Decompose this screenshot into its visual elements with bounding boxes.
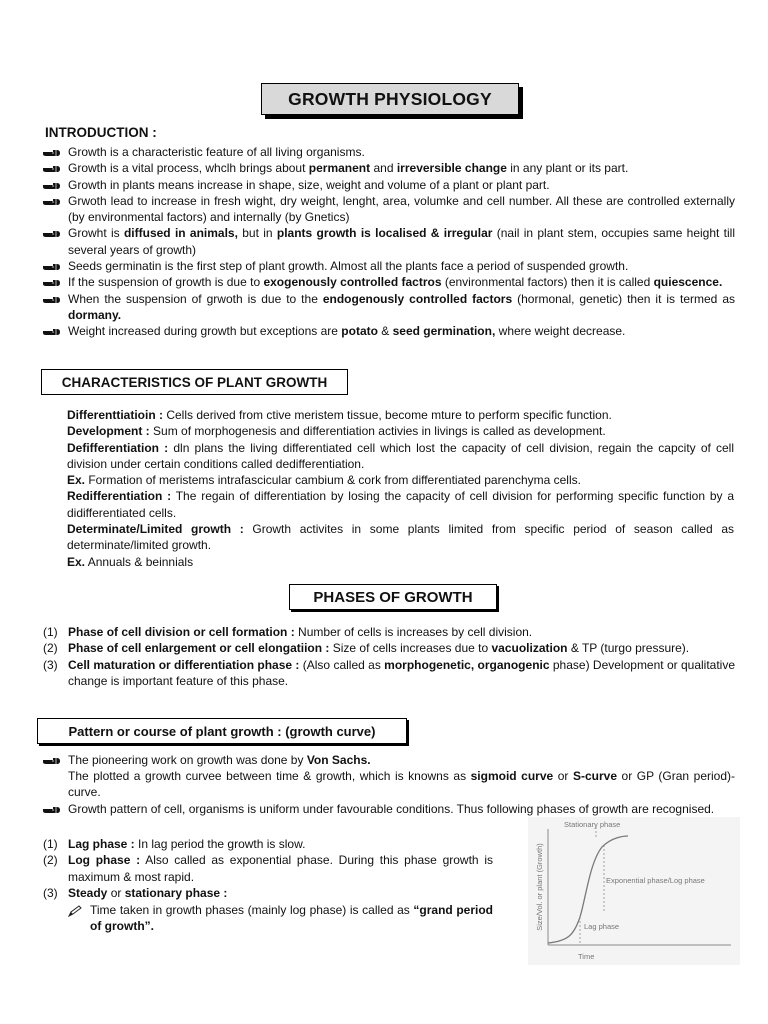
bold-term: Ex. (67, 554, 86, 569)
growth-curve-heading: Pattern or course of plant growth : (growth curve) (37, 718, 407, 744)
x-axis-label: Time (578, 952, 595, 961)
intro-bullet (43, 193, 735, 226)
y-axis-label: Size/Vol. or plant (Growth) (535, 843, 544, 931)
bold-term: “grand period of growth”. (90, 902, 493, 934)
exponential-phase-label: Exponential phase/Log phase (606, 876, 705, 885)
phase-item (43, 624, 735, 640)
growth-phase-item (43, 836, 493, 852)
introduction-heading: INTRODUCTION : (45, 125, 157, 140)
pointing-hand-icon (43, 148, 61, 158)
bold-term: permanent (308, 161, 371, 176)
pointing-hand-icon (43, 756, 61, 766)
pointing-hand-icon (43, 229, 61, 239)
growth-curve-figure (528, 817, 740, 965)
characteristics-heading: CHARACTERISTICS OF PLANT GROWTH (41, 369, 348, 395)
growth-phase-item-text: Lag phase : In lag period the growth is slow. (68, 837, 306, 851)
growth-phase-item-text: Log phase : Also called as exponential phase. During this phase growth is maximum & most rapid. (68, 853, 493, 884)
phase-item-number: (3) (43, 657, 58, 672)
bold-term: irreversible change (396, 161, 507, 176)
pointing-hand-icon (43, 805, 61, 815)
introduction-list (43, 144, 735, 340)
bold-term: Ex. (67, 473, 86, 488)
bold-term: Lag phase : (68, 837, 135, 851)
pointing-hand-icon (43, 181, 61, 191)
intro-bullet (43, 144, 735, 160)
growth-phase-item (43, 852, 493, 885)
phase-item-text: Phase of cell enlargement or cell elongatiion : Size of cells increases due to vacuolization & TP (turgo pressure). (68, 641, 690, 656)
growth-curve-list (43, 752, 735, 817)
intro-bullet (43, 258, 735, 274)
bold-term: endogenously controlled factors (322, 291, 513, 306)
phase-item (43, 640, 735, 656)
growth-phase-item-number: (2) (43, 853, 58, 868)
bold-term: Steady (68, 886, 108, 901)
pointing-hand-icon (43, 197, 61, 207)
bold-term: vacuolization (491, 641, 568, 656)
intro-bullet-text: Growth in plants means increase in shape, size, weight and volume of a plant or plant part. (68, 177, 550, 192)
intro-bullet-text: If the suspension of growth is due to exogenously controlled factros (environmental factors) then it is called quiescence. (68, 275, 723, 290)
phase-item-number: (2) (43, 641, 58, 656)
phase-item-text: Cell maturation or differentiation phase : (Also called as morphogenetic, organogenic phase) Development or qualitative change is important feature of this phase. (68, 657, 736, 688)
bold-term: Development : (67, 424, 150, 439)
intro-bullet (43, 323, 735, 339)
bold-term: Redifferentiation : (67, 489, 172, 504)
growth-phase-item-text: Steady or stationary phase : (68, 886, 228, 901)
definition-paragraph: Ex. Annuals & beinnials (67, 554, 194, 569)
growth-phase-item-number: (1) (43, 837, 58, 851)
bold-term: sigmoid curve (470, 769, 554, 784)
characteristics-definitions (67, 407, 734, 570)
grand-period-note (43, 902, 493, 935)
definition-paragraph: Determinate/Limited growth : Growth activites in some plants limited from specific period of season called as determinate/limited growth. (67, 522, 734, 553)
pointing-hand-icon (43, 278, 61, 288)
intro-bullet-text: Weight increased during growth but exceptions are potato & seed germination, where weight decrease. (68, 324, 626, 339)
bold-term: diffused in animals, (123, 226, 238, 241)
intro-bullet-text: Growth is a vital process, whclh brings about permanent and irreversible change in any plant or its part. (68, 161, 629, 176)
bold-term: S-curve (572, 769, 617, 784)
bold-term: morphogenetic, organogenic (384, 657, 550, 672)
definition-paragraph: Ex. Formation of meristems intrafascicular cambium & cork from differentiated parenchyma cells. (67, 473, 581, 488)
bold-term: Von Sachs. (306, 753, 371, 767)
growth-phase-list (43, 836, 493, 934)
definition-paragraph: Differenttiatioin : Cells derived from ctive meristem tissue, become mture to perform specific function. (67, 408, 612, 422)
growth-curve-bullet (43, 752, 735, 801)
bold-term: quiescence. (653, 275, 723, 290)
bold-term: Log phase : (68, 853, 141, 868)
pointing-hand-icon (43, 164, 61, 174)
grand-period-text: Time taken in growth phases (mainly log phase) is called as “grand period of growth”. (90, 902, 493, 934)
bold-term: potato (341, 324, 378, 339)
bold-term: plants growth is localised & irregular (276, 226, 493, 241)
pointing-hand-icon (43, 262, 61, 272)
growth-curve-bullet (43, 801, 735, 817)
bold-term: dormany. (68, 307, 122, 322)
lag-phase-label: Lag phase (584, 922, 620, 931)
bold-term: Determinate/Limited growth : (67, 522, 244, 537)
bold-term: Cell maturation or differentiation phase : (68, 657, 300, 672)
growth-phase-item (43, 885, 493, 901)
bold-term: seed germination, (392, 324, 496, 339)
bold-term: Differenttiatioin : (67, 408, 163, 422)
phase-item-text: Phase of cell division or cell formation : Number of cells is increases by cell division. (68, 625, 533, 639)
pointing-hand-icon (43, 327, 61, 337)
bold-term: Defifferentiation : (67, 440, 169, 455)
intro-bullet-text: When the suspension of grwoth is due to the endogenously controlled factors (hormonal, genetic) then it is termed as dormany. (68, 291, 735, 322)
phases-list (43, 624, 735, 689)
bold-term: stationary phase : (124, 886, 228, 901)
growth-phase-item-number: (3) (43, 886, 58, 901)
phase-item (43, 657, 735, 690)
definition-paragraph: Defifferentiation : dln plans the living differentiated cell which lost the capacity of cell division, regain the capcity of cell division under certain conditions called dedifferentiation. (67, 440, 735, 471)
intro-bullet (43, 291, 735, 324)
growth-curve-bullet-text: Growth pattern of cell, organisms is uniform under favourable conditions. Thus following phases of growth are recognised. (68, 801, 715, 816)
bold-term: exogenously controlled factros (263, 275, 442, 290)
page-title: GROWTH PHYSIOLOGY (261, 83, 519, 115)
definition-paragraph: Development : Sum of morphogenesis and differentiation activies in livings is called as development. (67, 424, 606, 439)
pencil-icon (68, 905, 82, 917)
definition-paragraph: Redifferentiation : The regain of differentiation by losing the capacity of cell division for performing specific function by a didifferentiated cells. (67, 489, 734, 520)
phase-item-number: (1) (43, 625, 58, 639)
pointing-hand-icon (43, 295, 61, 305)
intro-bullet (43, 225, 735, 258)
intro-bullet-text: Growht is diffused in animals, but in plants growth is localised & irregular (nail in plant stem, occupies same height till several years of growth) (68, 226, 736, 257)
phases-heading: PHASES OF GROWTH (289, 584, 497, 610)
intro-bullet (43, 160, 735, 176)
intro-bullet (43, 274, 735, 290)
intro-bullet-text: Grwoth lead to increase in fresh wight, dry weight, lenght, area, volumke and cell number. All these are controlled externally (by environmental factors) and internally (by Gnetics) (68, 193, 735, 225)
intro-bullet-text: Growth is a characteristic feature of all living organisms. (68, 145, 365, 159)
intro-bullet (43, 177, 735, 193)
stationary-phase-label: Stationary phase (564, 820, 621, 829)
bold-term: Phase of cell enlargement or cell elongatiion : (68, 641, 330, 656)
intro-bullet-text: Seeds germinatin is the first step of plant growth. Almost all the plants face a period of suspended growth. (68, 259, 629, 274)
growth-curve-bullet-text: The pioneering work on growth was done by Von Sachs. The plotted a growth curvee between time & growth, which is knowns as sigmoid curve or S-curve or GP (Gran period)-curve. (68, 753, 736, 800)
bold-term: Phase of cell division or cell formation : (68, 625, 295, 639)
